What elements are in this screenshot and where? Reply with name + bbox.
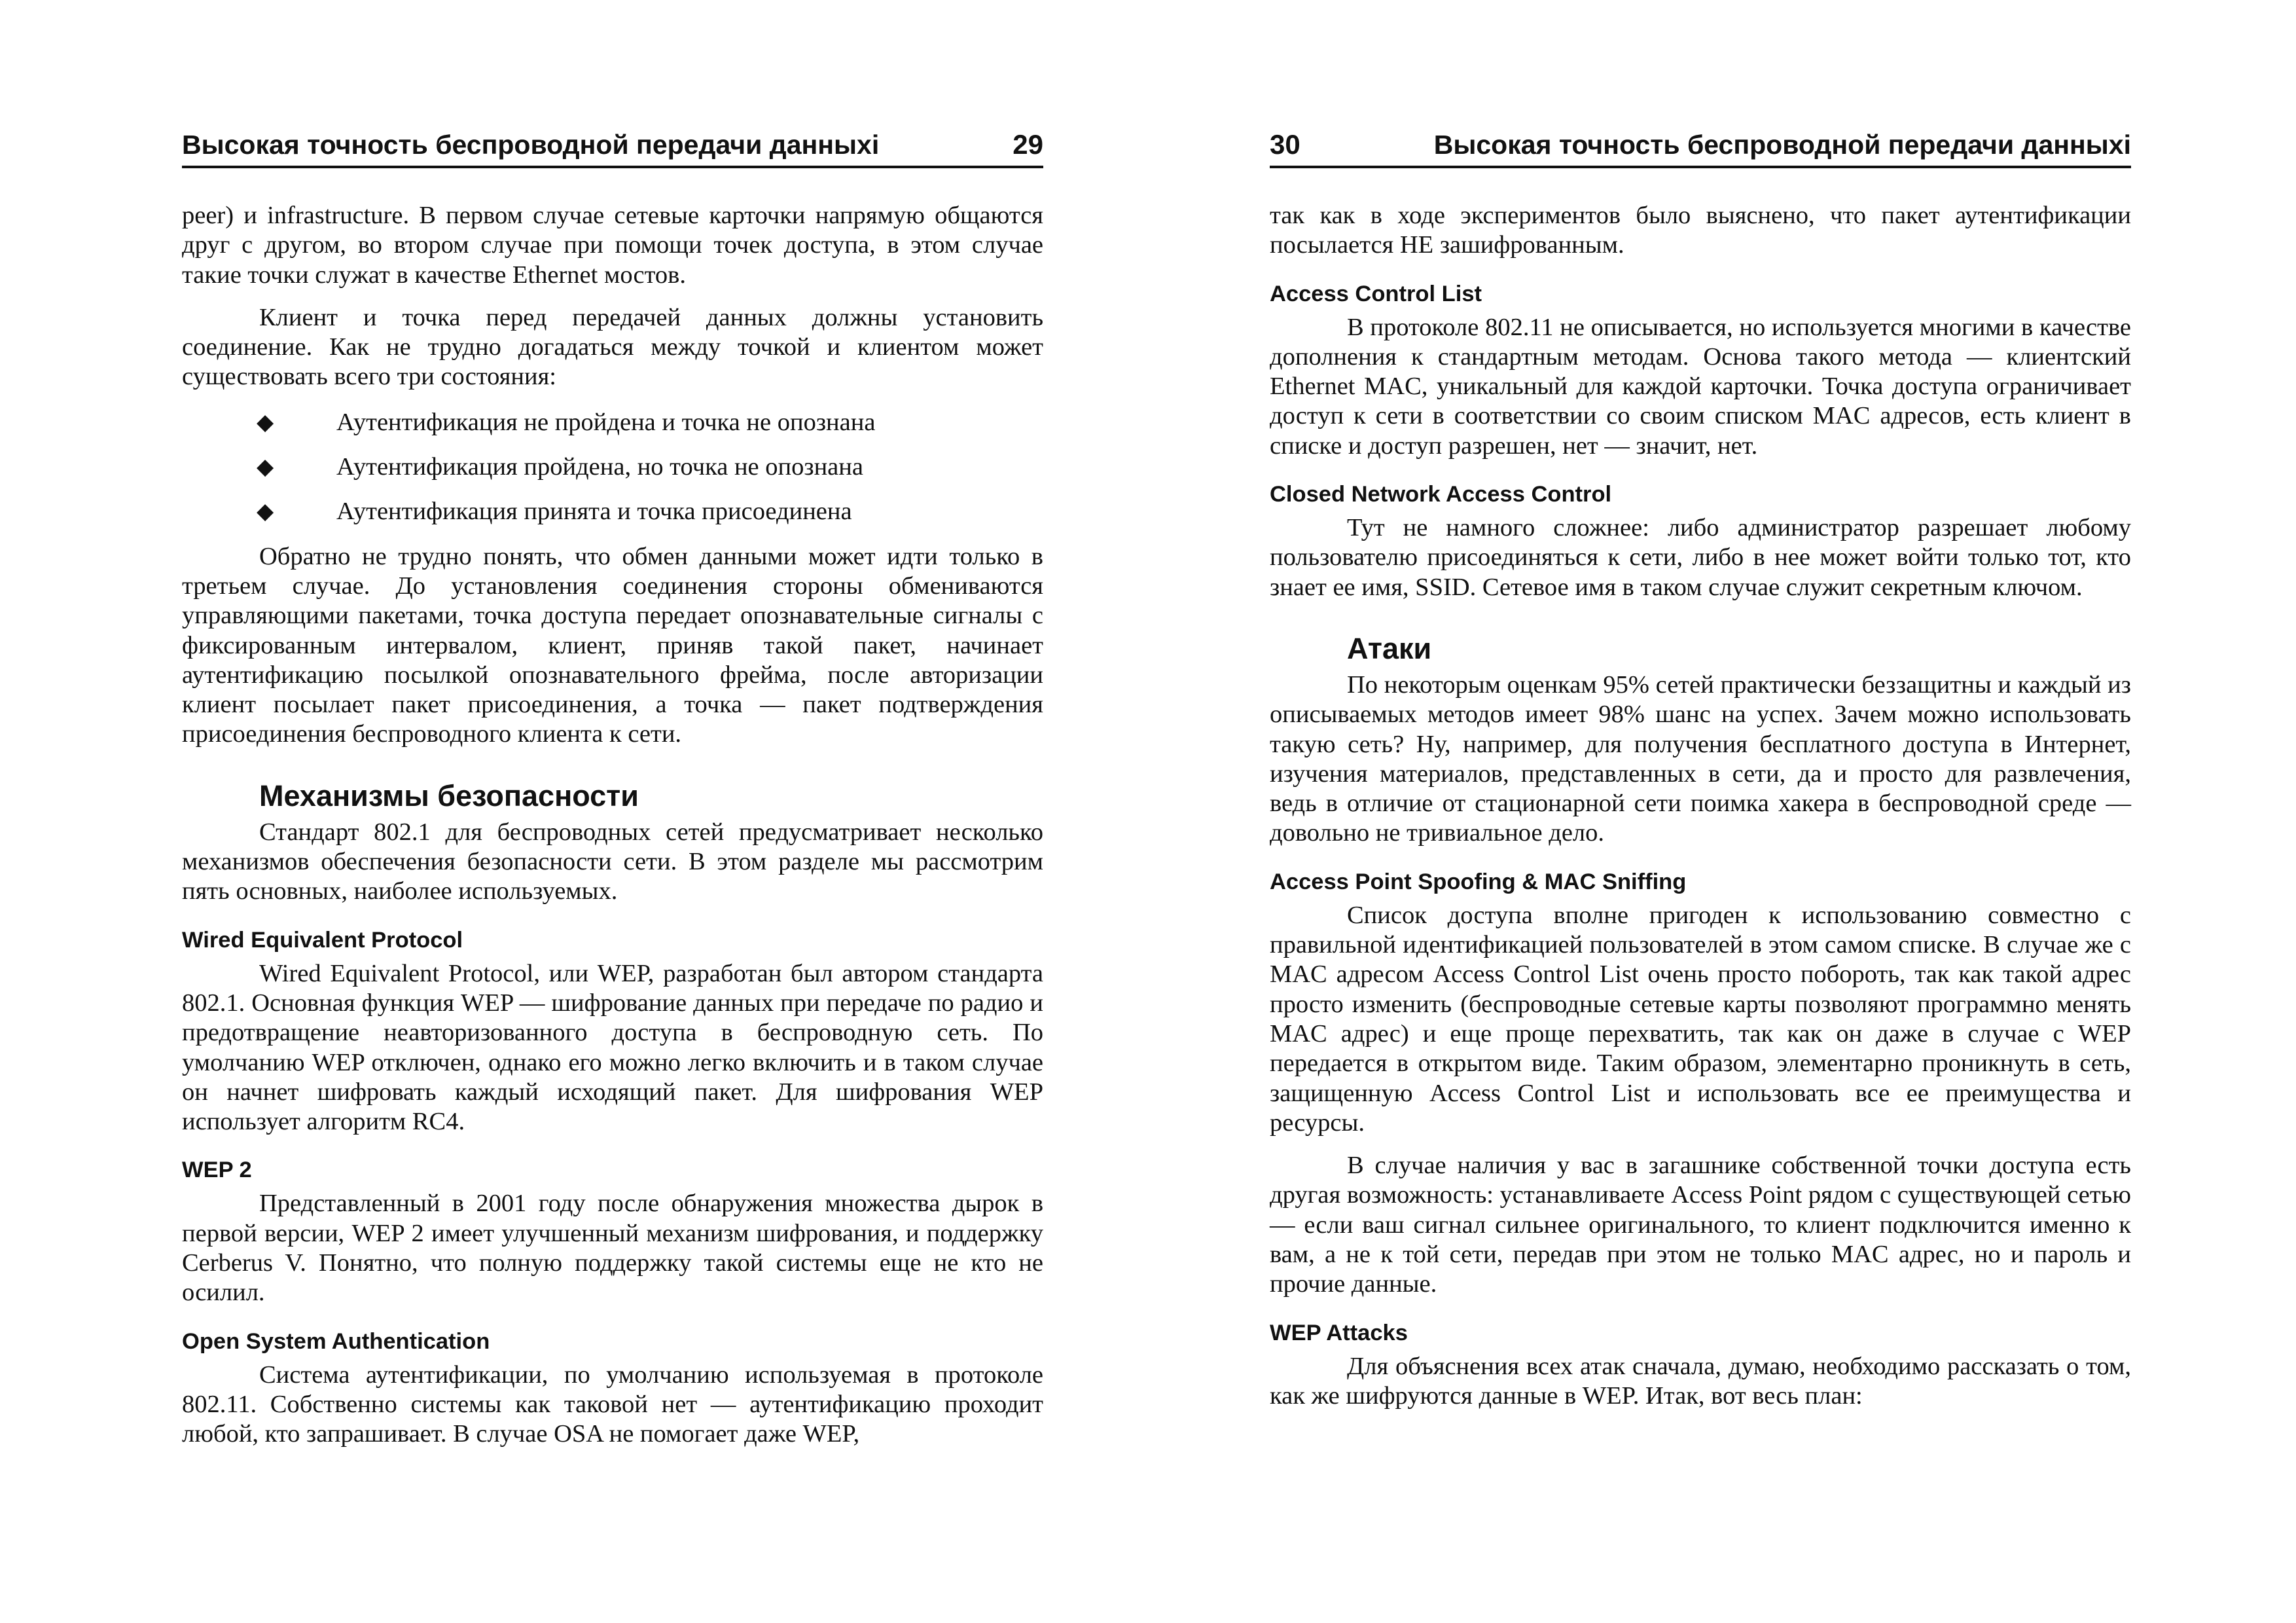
left-header-title: Высокая точность беспроводной передачи данныхі [182, 130, 880, 160]
right-paragraph-7: Для объяснения всех атак сначала, думаю, необходимо рассказать о том, как же шифруются данные в WEP. Итак, вот весь план: [1270, 1352, 2131, 1410]
left-paragraph-3: Обратно не трудно понять, что обмен данными может идти только в третьем случае. До установления соединения стороны обмениваются управляющими пакетами, точка доступа передает опознавательные сигналы с фиксированным интервалом, клиент, приняв такой пакет, начинает аутентификацию посылкой опознавательного фрейма, после авторизации клиент посылает пакет присоединения, а точка — пакет подтверждения присоединения беспроводного клиента к сети. [182, 542, 1043, 748]
left-page-number: 29 [1013, 129, 1043, 160]
list-item-text: Аутентификация пройдена, но точка не опознана [336, 453, 863, 481]
section-heading-security-mechanisms: Механизмы безопасности [259, 778, 639, 812]
right-paragraph-5: Список доступа вполне пригоден к использованию совместно с правильной идентификацией пользователей в этом самом списке. В случае же с MAC адресом Access Control List очень просто побороть, так как такой адрес просто изменить (беспроводные сетевые карты позволяют программно менять MAC адрес) и еще проще перехватить, так как он даже в случае с WEP передается в открытом виде. Таким образом, элементарно проникнуть в сеть, защищенную Access Control List и использовать все ее преимущества и ресурсы. [1270, 901, 2131, 1137]
left-paragraph-4: Стандарт 802.1 для беспроводных сетей предусматривает несколько механизмов обеспечения безопасности сети. В этом разделе мы рассмотрим пять основных, наиболее используемых. [182, 818, 1043, 905]
right-paragraph-2: В протоколе 802.11 не описывается, но используется многими в качестве дополнения к стандартным методам. Основа такого метода — клиентский Ethernet MAC, уникальный для каждой карточки. Точка доступа ограничивает доступ к сети в соответствии со своим списком MAC адресов, есть клиент в списке и доступ разрешен, нет — значит, нет. [1270, 313, 2131, 460]
diamond-bullet-icon: ◆ [257, 455, 274, 480]
right-page [1270, 128, 2131, 1411]
right-paragraph-1: так как в ходе экспериментов было выяснено, что пакет аутентификации посылается НЕ зашифрованным. [1270, 202, 2131, 259]
subheading-access-control-list: Access Control List [1270, 281, 1482, 306]
left-page-body [182, 201, 1043, 1450]
left-paragraph-6: Представленный в 2001 году после обнаружения множества дырок в первой версии, WEP 2 имеет улучшенный механизм шифрования, и поддержку Cerberus V. Понятно, что полную поддержку такой системы еще не кто не осилил. [182, 1190, 1043, 1307]
subheading-wired-equivalent-protocol: Wired Equivalent Protocol [182, 927, 463, 953]
right-paragraph-4: По некоторым оценкам 95% сетей практически беззащитны и каждый из описываемых методов имеет 98% шанс на успех. Зачем можно использовать такую сеть? Ну, например, для получения бесплатного доступа в Интернет, изучения материалов, представленных в сети, да и просто для развлечения, ведь в отличие от стационарной сети поимка хакера в беспроводной среде — довольно не тривиальное дело. [1270, 670, 2131, 847]
left-paragraph-1: peer) и infrastructure. В первом случае сетевые карточки напрямую общаются друг с другом, во втором случае при помощи точек доступа, в этом случае такие точки служат в качестве Ethernet мостов. [182, 202, 1043, 289]
subheading-closed-network-access-control: Closed Network Access Control [1270, 482, 1612, 507]
subheading-access-point-spoofing: Access Point Spoofing & MAC Sniffing [1270, 869, 1687, 894]
diamond-bullet-icon: ◆ [257, 410, 274, 435]
right-header-title: Высокая точность беспроводной передачи данныхі [1433, 130, 2131, 160]
right-page-body [1270, 201, 2131, 1411]
left-running-head [182, 128, 1043, 168]
subheading-wep-attacks: WEP Attacks [1270, 1320, 1408, 1345]
diamond-bullet-icon: ◆ [257, 500, 274, 524]
subheading-wep-2: WEP 2 [182, 1158, 252, 1183]
list-item [182, 452, 1043, 482]
list-item [182, 497, 1043, 526]
left-paragraph-2: Клиент и точка перед передачей данных должны установить соединение. Как не трудно догадаться между точкой и клиентом может существовать всего три состояния: [182, 303, 1043, 391]
list-item [182, 408, 1043, 437]
list-item-text: Аутентификация принята и точка присоединена [336, 498, 852, 526]
left-paragraph-7: Система аутентификации, по умолчанию используемая в протоколе 802.11. Собственно системы как таковой нет — аутентификацию проходит любой, кто запрашивает. В случае OSA не помогает даже WEP, [182, 1360, 1043, 1448]
section-heading-attacks: Атаки [1347, 631, 1432, 665]
right-paragraph-3: Тут не намного сложнее: либо администратор разрешает любому пользователю присоединяться к сети, либо в нее может войти только тот, кто знает ее имя, SSID. Сетевое имя в таком случае служит секретным ключом. [1270, 514, 2131, 601]
right-paragraph-6: В случае наличия у вас в загашнике собственной точки доступа есть другая возможность: устанавливаете Access Point рядом с существующей сетью — если ваш сигнал сильнее оригинального, то клиент подключится именно к вам, а не к той сети, передав при этом не только MAC адрес, но и пароль и прочие данные. [1270, 1152, 2131, 1298]
authentication-states-list [182, 408, 1043, 527]
left-paragraph-5: Wired Equivalent Protocol, или WEP, разработан был автором стандарта 802.1. Основная функция WEP — шифрование данных при передаче по радио и предотвращение неавторизованного доступа в беспроводную сеть. По умолчанию WEP отключен, однако его можно легко включить и в таком случае он начнет шифровать каждый исходящий пакет. Для шифрования WEP использует алгоритм RC4. [182, 959, 1043, 1136]
right-page-number: 30 [1270, 129, 1300, 160]
right-running-head [1270, 128, 2131, 168]
subheading-open-system-authentication: Open System Authentication [182, 1328, 490, 1354]
list-item-text: Аутентификация не пройдена и точка не опознана [336, 408, 876, 436]
left-page [182, 128, 1043, 1450]
